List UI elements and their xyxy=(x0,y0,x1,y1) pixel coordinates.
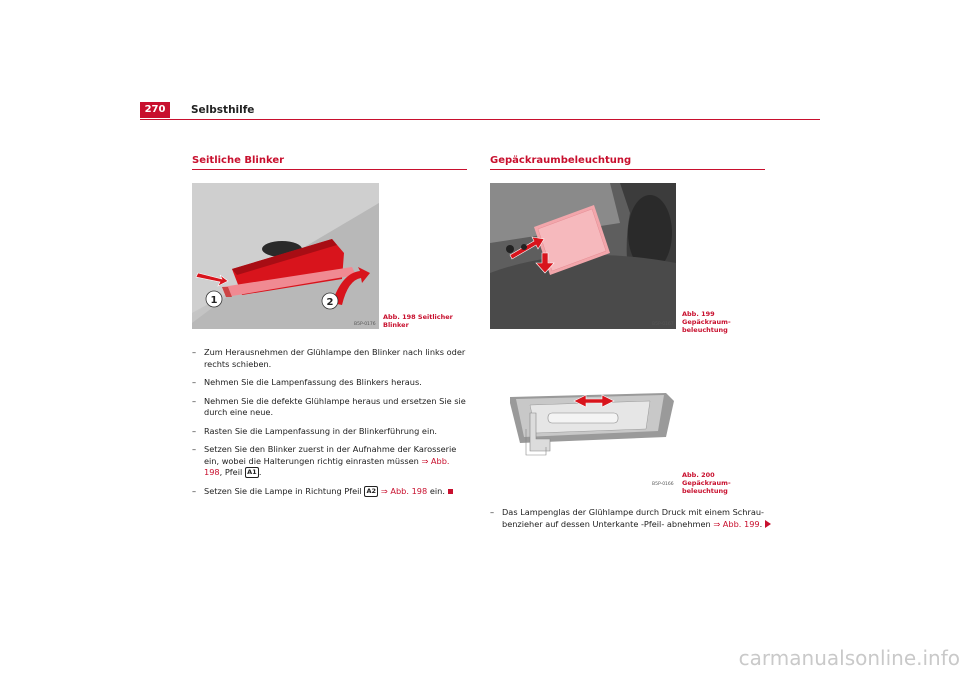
section-end-icon xyxy=(448,489,453,494)
list-item: – Setzen Sie den Blinker zuerst in der Aufnahme der Karosserie ein, wobei die Halterungen richtig einrasten müssen ⇒ Abb. 198, Pfeil A1 . xyxy=(192,444,457,477)
figure-200 xyxy=(490,343,676,489)
section-title-gepaeckraum: Gepäckraumbeleuchtung xyxy=(490,155,632,166)
caption-198: Abb. 198 Seitlicher Blinker xyxy=(383,313,453,329)
figure-reference-link[interactable]: ⇒ Abb. 198 xyxy=(204,455,450,477)
figure-198-code: B5P-0176 xyxy=(354,322,376,327)
figure-198-illustration xyxy=(192,183,379,329)
section-rule-left xyxy=(192,169,467,170)
section-title-blinker: Seitliche Blinker xyxy=(192,155,285,166)
caption-200: Abb. 200 Gepäckraum-beleuchtung xyxy=(682,471,731,495)
figure-198 xyxy=(192,183,379,329)
page-number: 270 xyxy=(140,102,170,118)
figure-reference-link[interactable]: ⇒ Abb. 198 xyxy=(380,485,428,496)
figure-199-code: B5P-0167 xyxy=(652,322,674,327)
watermark: carmanualsonline.info xyxy=(738,646,960,670)
steps-list-left xyxy=(192,347,467,504)
figure-198-callout-1: 1 xyxy=(210,295,218,306)
header-title: Selbsthilfe xyxy=(191,104,255,116)
callout-badge-a2: A2 xyxy=(364,486,378,497)
list-item: – Zum Herausnehmen der Glühlampe den Blinker nach links oder rechts schieben. xyxy=(192,347,466,369)
header-rule xyxy=(140,119,820,120)
figure-199 xyxy=(490,183,676,329)
section-rule-right xyxy=(490,169,765,170)
list-item: – Setzen Sie die Lampe in Richtung Pfeil A2 ⇒ Abb. 198 ein. xyxy=(192,486,467,498)
figure-199-illustration xyxy=(490,183,676,329)
callout-badge-a1: A1 xyxy=(245,467,259,478)
figure-198-callout-2: 2 xyxy=(326,297,334,308)
list-item: – Nehmen Sie die Lampenfassung des Blinkers heraus. xyxy=(192,377,422,387)
figure-reference-link[interactable]: ⇒ Abb. 199 xyxy=(713,518,760,529)
figure-200-illustration xyxy=(490,343,676,489)
caption-199: Abb. 199 Gepäckraum-beleuchtung xyxy=(682,310,731,334)
list-item: – Nehmen Sie die defekte Glühlampe heraus und ersetzen Sie sie durch eine neue. xyxy=(192,395,466,417)
list-item: – Das Lampenglas der Glühlampe durch Druck mit einem Schrau-benzieher auf dessen Unterkante -Pfeil- abnehmen ⇒ Abb. 199. xyxy=(490,507,780,530)
steps-list-right xyxy=(490,507,780,537)
figure-200-code: B5P-0166 xyxy=(652,482,674,487)
continue-arrow-icon xyxy=(765,520,771,528)
list-item: – Rasten Sie die Lampenfassung in der Blinkerführung ein. xyxy=(192,425,438,436)
